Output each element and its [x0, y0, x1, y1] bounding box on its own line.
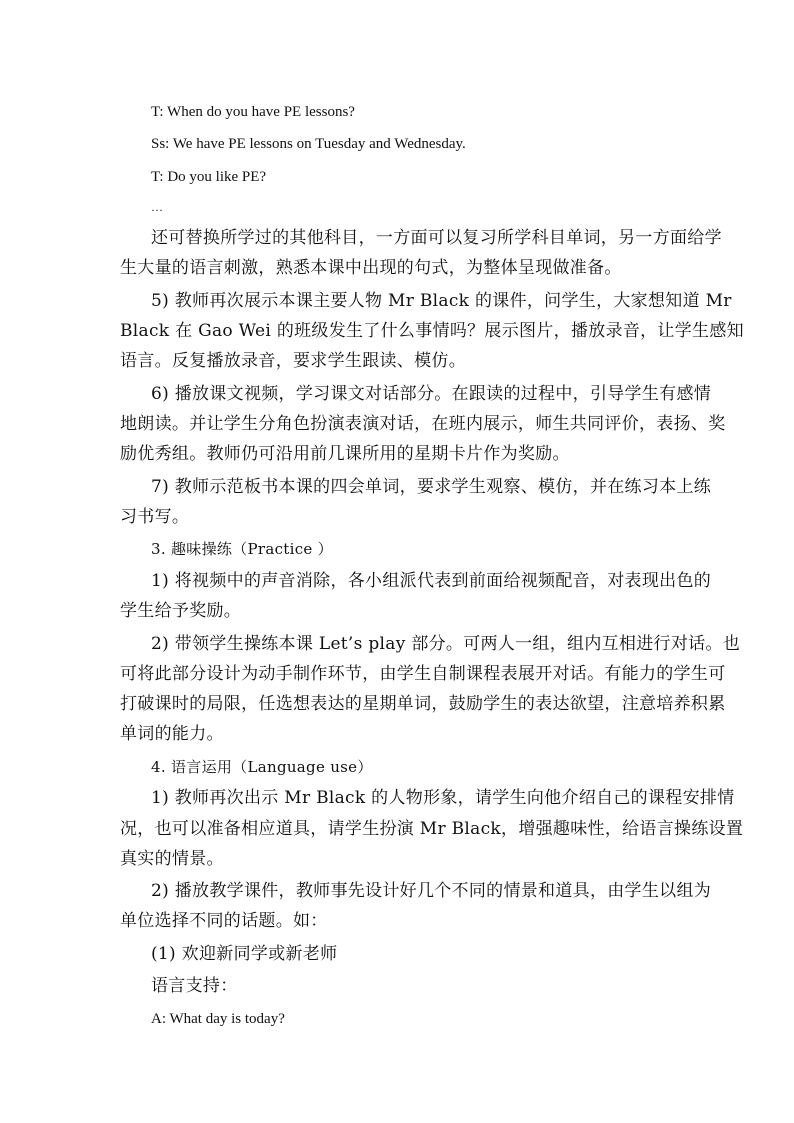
paragraph-line: 习书写。 — [120, 507, 190, 527]
paragraph-line: 生大量的语言刺激，熟悉本课中出现的句式，为整体呈现做准备。 — [120, 258, 622, 278]
paragraph-line: 单位选择不同的话题。如： — [120, 911, 328, 931]
paragraph-line: 打破课时的局限，任选想表达的星期单词，鼓励学生的表达欲望，注意培养积累 — [120, 694, 726, 714]
paragraph-line: 6) 播放课文视频，学习课文对话部分。在跟读的过程中，引导学生有感情 — [151, 384, 712, 404]
dialogue-line: T: Do you like PE? — [151, 169, 267, 185]
paragraph-line: 励优秀组。教师仍可沿用前几课所用的星期卡片作为奖励。 — [120, 444, 570, 464]
paragraph-line: 可将此部分设计为动手制作环节，由学生自制课程表展开对话。有能力的学生可 — [120, 664, 726, 684]
dialogue-line: A: What day is today? — [151, 1011, 285, 1027]
paragraph-line: 2) 播放教学课件，教师事先设计好几个不同的情景和道具，由学生以组为 — [151, 881, 712, 901]
paragraph-line: 地朗读。并让学生分角色扮演表演对话，在班内展示，师生共同评价，表扬、奖 — [120, 414, 726, 434]
paragraph-line: 语言。反复播放录音，要求学生跟读、模仿。 — [120, 351, 466, 371]
paragraph-line: 单词的能力。 — [120, 724, 224, 744]
paragraph-line: 1) 教师再次出示 Mr Black 的人物形象，请学生向他介绍自己的课程安排情 — [151, 788, 735, 808]
paragraph-line: 还可替换所学过的其他科目，一方面可以复习所学科目单词，另一方面给学 — [151, 228, 722, 248]
paragraph-line: 真实的情景。 — [120, 849, 224, 869]
dialogue-line: Ss: We have PE lessons on Tuesday and Wednesday. — [151, 136, 466, 152]
ellipsis: … — [151, 200, 163, 214]
paragraph-line: 5) 教师再次展示本课主要人物 Mr Black 的课件，问学生，大家想知道 Mr — [151, 291, 732, 311]
label-line: 语言支持： — [151, 976, 238, 996]
paragraph-line: 学生给予奖励。 — [120, 601, 242, 621]
paragraph-line: 2) 带领学生操练本课 Let’s play 部分。可两人一组，组内互相进行对话。也 — [151, 634, 741, 654]
paragraph-line: 况，也可以准备相应道具，请学生扮演 Mr Black，增强趣味性，给语言操练设置 — [120, 819, 744, 839]
dialogue-line: T: When do you have PE lessons? — [151, 104, 355, 120]
section-heading: 4. 语言运用（Language use） — [151, 758, 373, 776]
paragraph-line: 7) 教师示范板书本课的四会单词，要求学生观察、模仿，并在练习本上练 — [151, 477, 712, 497]
paragraph-line: Black 在 Gao Wei 的班级发生了什么事情吗？展示图片，播放录音，让学生感知 — [120, 321, 744, 341]
section-heading: 3. 趣味操练（Practice ） — [151, 540, 333, 558]
subsection-heading: (1) 欢迎新同学或新老师 — [151, 944, 338, 964]
paragraph-line: 1) 将视频中的声音消除，各小组派代表到前面给视频配音，对表现出色的 — [151, 571, 712, 591]
